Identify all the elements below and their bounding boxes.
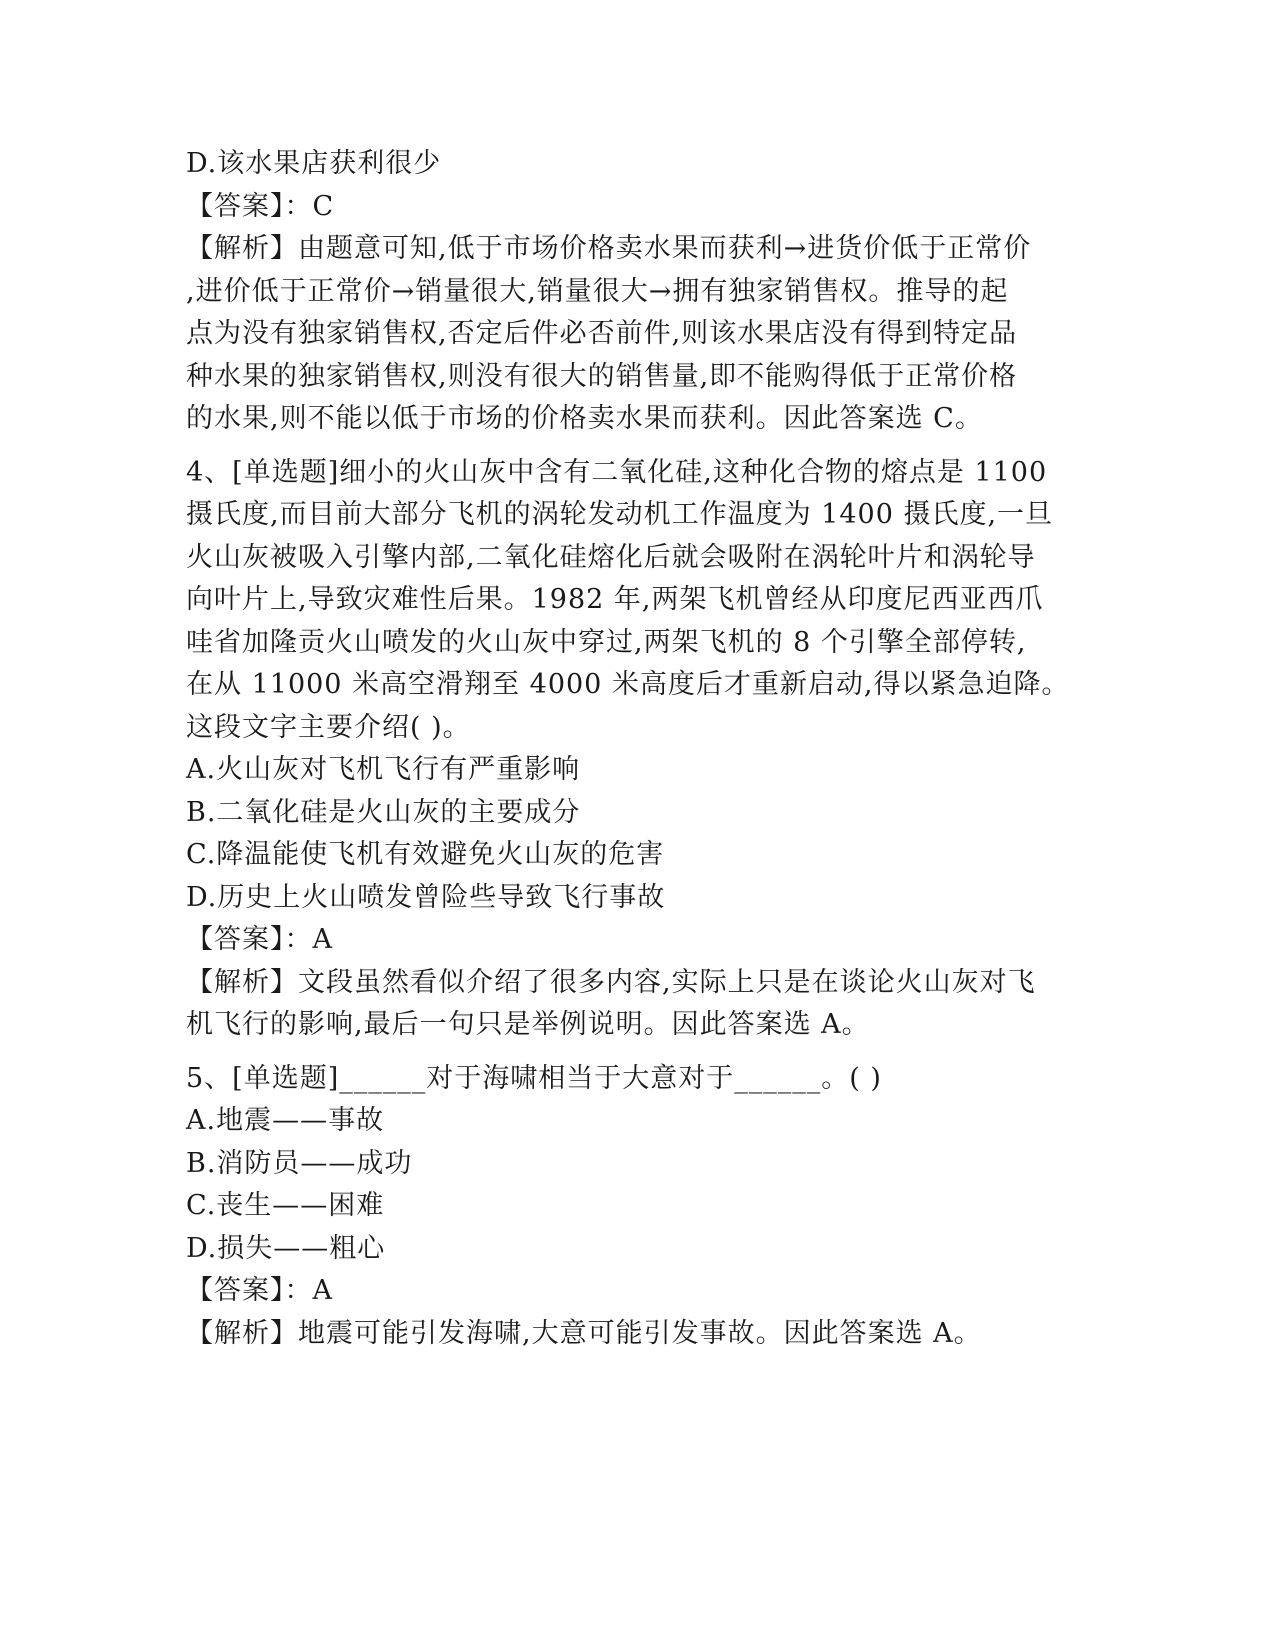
q4-stem-line: 在从 11000 米高空滑翔至 4000 米高度后才重新启动,得以紧急迫降。 xyxy=(186,669,1070,700)
q4-options xyxy=(186,749,1076,919)
q4-stem-line: 这段文字主要介绍( )。 xyxy=(186,711,471,743)
document-page xyxy=(186,143,1076,1355)
q4-option-c: C.降温能使飞机有效避免火山灰的危害 xyxy=(186,839,665,870)
q3-analysis-line: ,进价低于正常价→销量很大,销量很大→拥有独家销售权。推导的起 xyxy=(186,275,1009,307)
q5-analysis xyxy=(186,1313,1076,1356)
q5-option-b: B.消防员——成功 xyxy=(186,1147,413,1179)
q4-option-d: D.历史上火山喷发曾险些导致飞行事故 xyxy=(186,881,666,913)
q3-analysis-line: 点为没有独家销售权,否定后件必否前件,则该水果店没有得到特定品 xyxy=(186,318,1018,349)
q5-option-a: A.地震——事故 xyxy=(186,1105,385,1136)
q3-answer: 【答案】：C xyxy=(186,190,335,222)
question-4 xyxy=(186,452,1076,1047)
q5-option-d: D.损失——粗心 xyxy=(186,1232,386,1264)
q5-stem-line: 5、[单选题]______对于海啸相当于大意对于______。( ) xyxy=(186,1062,882,1094)
q3-analysis-line: 的水果,则不能以低于市场的价格卖水果而获利。因此答案选 C。 xyxy=(186,403,983,434)
q4-option-b: B.二氧化硅是火山灰的主要成分 xyxy=(186,796,581,828)
q4-option-a: A.火山灰对飞机飞行有严重影响 xyxy=(186,754,581,785)
q3-analysis-line: 【解析】由题意可知,低于市场价格卖水果而获利→进货价低于正常价 xyxy=(186,233,1032,264)
q4-stem-line: 火山灰被吸入引擎内部,二氧化硅熔化后就会吸附在涡轮叶片和涡轮导 xyxy=(186,541,1036,573)
question-gap xyxy=(186,441,1076,452)
q4-analysis xyxy=(186,962,1076,1047)
q4-stem-line: 向叶片上,导致灾难性后果。1982 年,两架飞机曾经从印度尼西亚西爪 xyxy=(186,584,1044,615)
q5-stem xyxy=(186,1058,1076,1101)
question-5 xyxy=(186,1058,1076,1356)
q5-answer: 【答案】：A xyxy=(186,1275,333,1306)
question-3-tail xyxy=(186,143,1076,441)
question-gap xyxy=(186,1047,1076,1058)
q5-analysis-line: 【解析】地震可能引发海啸,大意可能引发事故。因此答案选 A。 xyxy=(186,1317,982,1349)
q3-option-d: D.该水果店获利很少 xyxy=(186,148,442,179)
q4-analysis-line: 机飞行的影响,最后一句只是举例说明。因此答案选 A。 xyxy=(186,1009,870,1040)
q5-options xyxy=(186,1100,1076,1270)
q4-stem-line: 摄氏度,而目前大部分飞机的涡轮发动机工作温度为 1400 摄氏度,一旦 xyxy=(186,499,1054,530)
q4-analysis-line: 【解析】文段虽然看似介绍了很多内容,实际上只是在谈论火山灰对飞 xyxy=(186,966,1036,998)
q4-stem-line: 4、[单选题]细小的火山灰中含有二氧化硅,这种化合物的熔点是 1100 xyxy=(186,456,1048,488)
q4-stem xyxy=(186,452,1076,750)
q3-analysis-line: 种水果的独家销售权,则没有很大的销售量,即不能购得低于正常价格 xyxy=(186,360,1018,392)
q4-answer: 【答案】：A xyxy=(186,924,333,955)
q5-option-c: C.丧生——困难 xyxy=(186,1190,385,1221)
q3-analysis xyxy=(186,228,1076,441)
q4-stem-line: 哇省加隆贡火山喷发的火山灰中穿过,两架飞机的 8 个引擎全部停转, xyxy=(186,626,1027,658)
